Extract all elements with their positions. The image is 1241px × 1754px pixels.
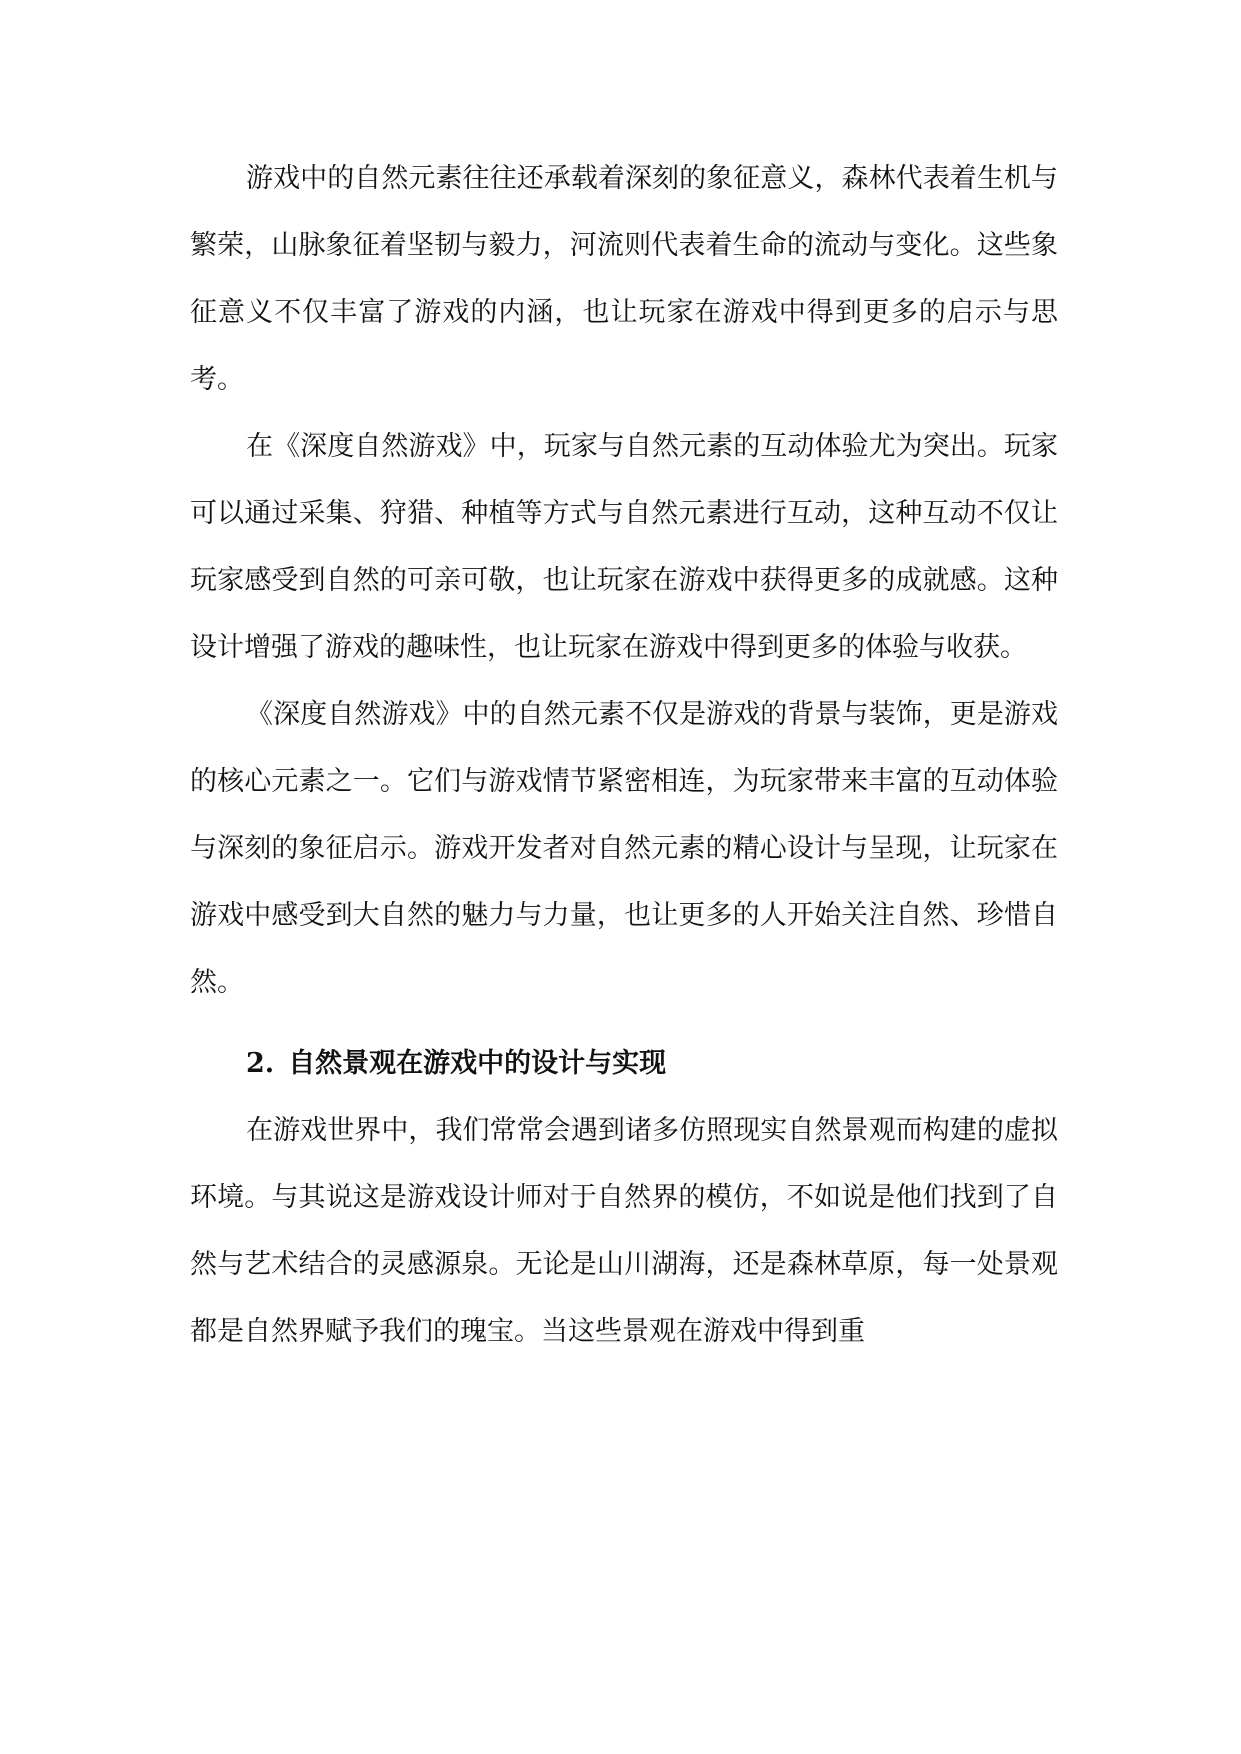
paragraph-symbolism: 游戏中的自然元素往往还承载着深刻的象征意义，森林代表着生机与繁荣，山脉象征着坚韧与毅力，河流则代表着生命的流动与变化。这些象征意义不仅丰富了游戏的内涵，也让玩家在游戏中得到更多的启示与思考。 (190, 163, 1058, 395)
paragraph-interaction: 在《深度自然游戏》中，玩家与自然元素的互动体验尤为突出。玩家可以通过采集、狩猎、种植等方式与自然元素进行互动，这种互动不仅让玩家感受到自然的可亲可敬，也让玩家在游戏中获得更多的成就感。这种设计增强了游戏的趣味性，也让玩家在游戏中得到更多的体验与收获。 (190, 431, 1058, 663)
section-number: 2. (246, 1048, 275, 1079)
paragraph-landscape-design: 在游戏世界中，我们常常会遇到诸多仿照现实自然景观而构建的虚拟环境。与其说这是游戏设计师对于自然界的模仿，不如说是他们找到了自然与艺术结合的灵感源泉。无论是山川湖海，还是森林草原，每一处景观都是自然界赋予我们的瑰宝。当这些景观在游戏中得到重 (190, 1115, 1058, 1347)
section-title: 自然景观在游戏中的设计与实现 (288, 1048, 667, 1079)
paragraph-core-elements: 《深度自然游戏》中的自然元素不仅是游戏的背景与装饰，更是游戏的核心元素之一。它们与游戏情节紧密相连，为玩家带来丰富的互动体验与深刻的象征启示。游戏开发者对自然元素的精心设计与呈现，让玩家在游戏中感受到大自然的魅力与力量，也让更多的人开始关注自然、珍惜自然。 (190, 699, 1058, 998)
document-body (190, 145, 1058, 1365)
section-heading (190, 1030, 1058, 1097)
